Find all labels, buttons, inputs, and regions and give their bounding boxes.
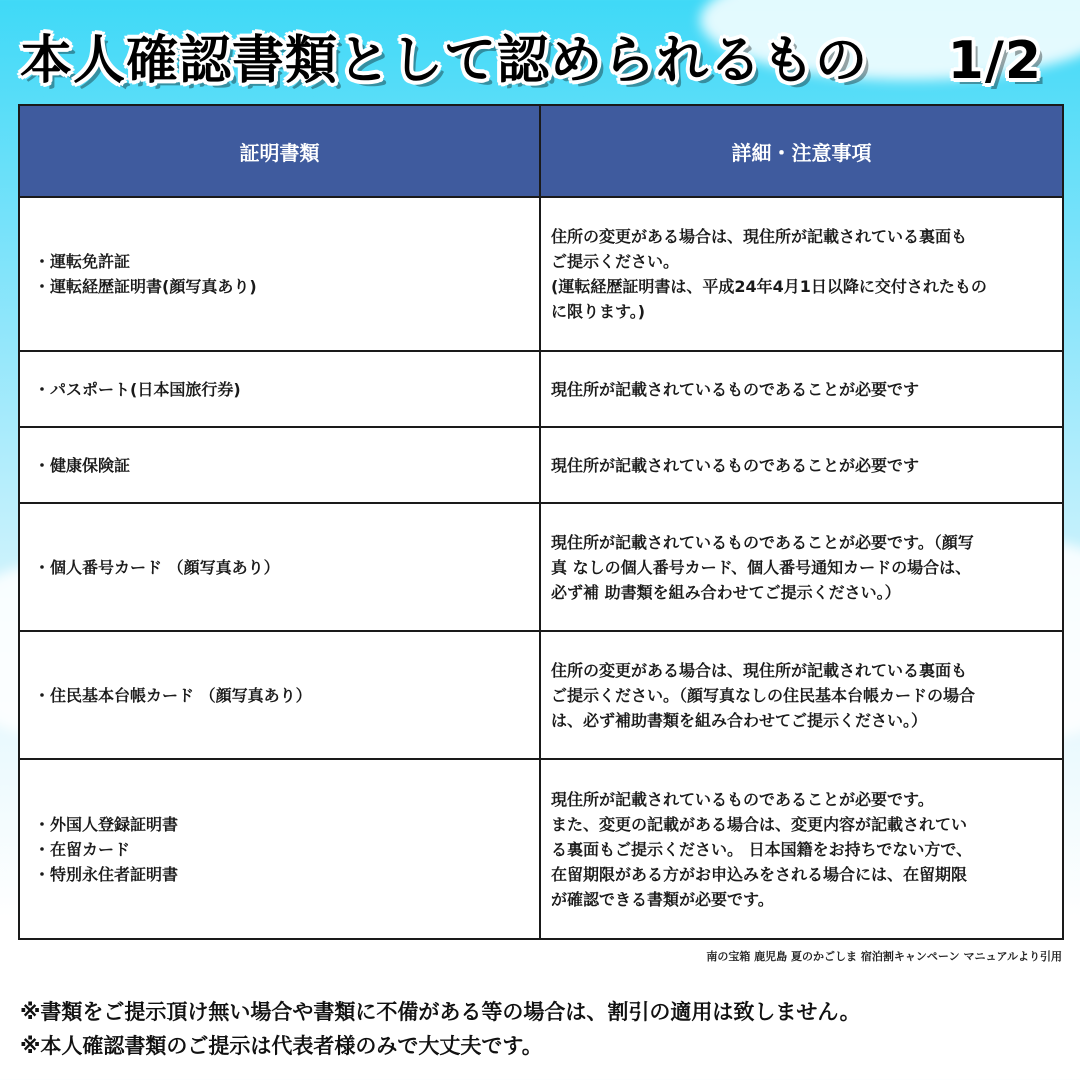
document-cell xyxy=(19,351,540,427)
table-row xyxy=(19,351,1063,427)
document-cell xyxy=(19,759,540,939)
detail-line: に限ります。) xyxy=(551,302,646,321)
table-header-row xyxy=(19,105,1063,197)
document-name: ・運転免許証 xyxy=(34,252,131,271)
detail-cell xyxy=(540,351,1063,427)
document-name: ・健康保険証 xyxy=(34,455,131,475)
column-header-documents: 証明書類 xyxy=(19,105,540,197)
detail-line: 真 なしの個人番号カード、個人番号通知カードの場合は、 xyxy=(551,557,972,577)
document-cell xyxy=(19,503,540,631)
table-row xyxy=(19,427,1063,503)
title-text: 本人確認書類として認められるもの xyxy=(20,31,869,91)
detail-cell xyxy=(540,197,1063,351)
source-citation: 南の宝箱 鹿児島 夏のかごしま 宿泊割キャンペーン マニュアルより引用 xyxy=(706,950,1062,963)
detail-line: 住所の変更がある場合は、現住所が記載されている裏面も xyxy=(551,660,968,680)
detail-line: 必ず補 助書類を組み合わせてご提示ください。） xyxy=(551,582,901,602)
document-cell xyxy=(19,427,540,503)
detail-line: (運転経歴証明書は、平成24年4月1日以降に交付されたもの xyxy=(551,277,987,296)
document-cell xyxy=(19,631,540,759)
detail-line: 現住所が記載されているものであることが必要です xyxy=(551,379,920,399)
document-name: ・パスポート(日本国旅行券) xyxy=(34,379,241,399)
detail-cell xyxy=(540,631,1063,759)
detail-line: 在留期限がある方がお申込みをされる場合には、在留期限 xyxy=(551,864,968,884)
document-name: ・外国人登録証明書 xyxy=(34,814,179,834)
detail-line: る裏面もご提示ください。 日本国籍をお持ちでない方で、 xyxy=(551,839,973,859)
detail-cell xyxy=(540,759,1063,939)
detail-line: 現住所が記載されているものであることが必要です。 xyxy=(551,789,934,809)
detail-line: 住所の変更がある場合は、現住所が記載されている裏面も xyxy=(551,227,968,246)
detail-line: ご提示ください。 xyxy=(551,252,680,271)
table-row xyxy=(19,759,1063,939)
page-title xyxy=(20,22,1060,100)
document-name: ・個人番号カード （顔写真あり） xyxy=(34,557,280,577)
table-row xyxy=(19,631,1063,759)
document-name: ・運転経歴証明書(顔写真あり) xyxy=(34,277,257,296)
column-header-details: 詳細・注意事項 xyxy=(540,105,1063,197)
page-indicator: 1/2 xyxy=(947,31,1042,91)
document-name: ・住民基本台帳カード （顔写真あり） xyxy=(34,685,312,705)
table-row xyxy=(19,197,1063,351)
id-documents-table xyxy=(18,104,1064,940)
table-row xyxy=(19,503,1063,631)
detail-line: 現住所が記載されているものであることが必要です xyxy=(551,455,920,475)
detail-line: が確認できる書類が必要です。 xyxy=(551,889,774,909)
detail-line: は、必ず補助書類を組み合わせてご提示ください。） xyxy=(551,710,928,730)
document-cell xyxy=(19,197,540,351)
detail-cell xyxy=(540,427,1063,503)
note-line: ※本人確認書類のご提示は代表者様のみで大丈夫です。 xyxy=(20,1034,543,1058)
detail-line: ご提示ください。（顔写真なしの住民基本台帳カードの場合 xyxy=(551,685,976,705)
document-name: ・在留カード xyxy=(34,839,131,859)
detail-line: 現住所が記載されているものであることが必要です。（顔写 xyxy=(551,532,974,552)
document-name: ・特別永住者証明書 xyxy=(34,864,179,884)
note-line: ※書類をご提示頂け無い場合や書類に不備がある等の場合は、割引の適用は致しません。 xyxy=(20,1000,861,1024)
detail-cell xyxy=(540,503,1063,631)
detail-line: また、変更の記載がある場合は、変更内容が記載されてい xyxy=(551,814,968,834)
